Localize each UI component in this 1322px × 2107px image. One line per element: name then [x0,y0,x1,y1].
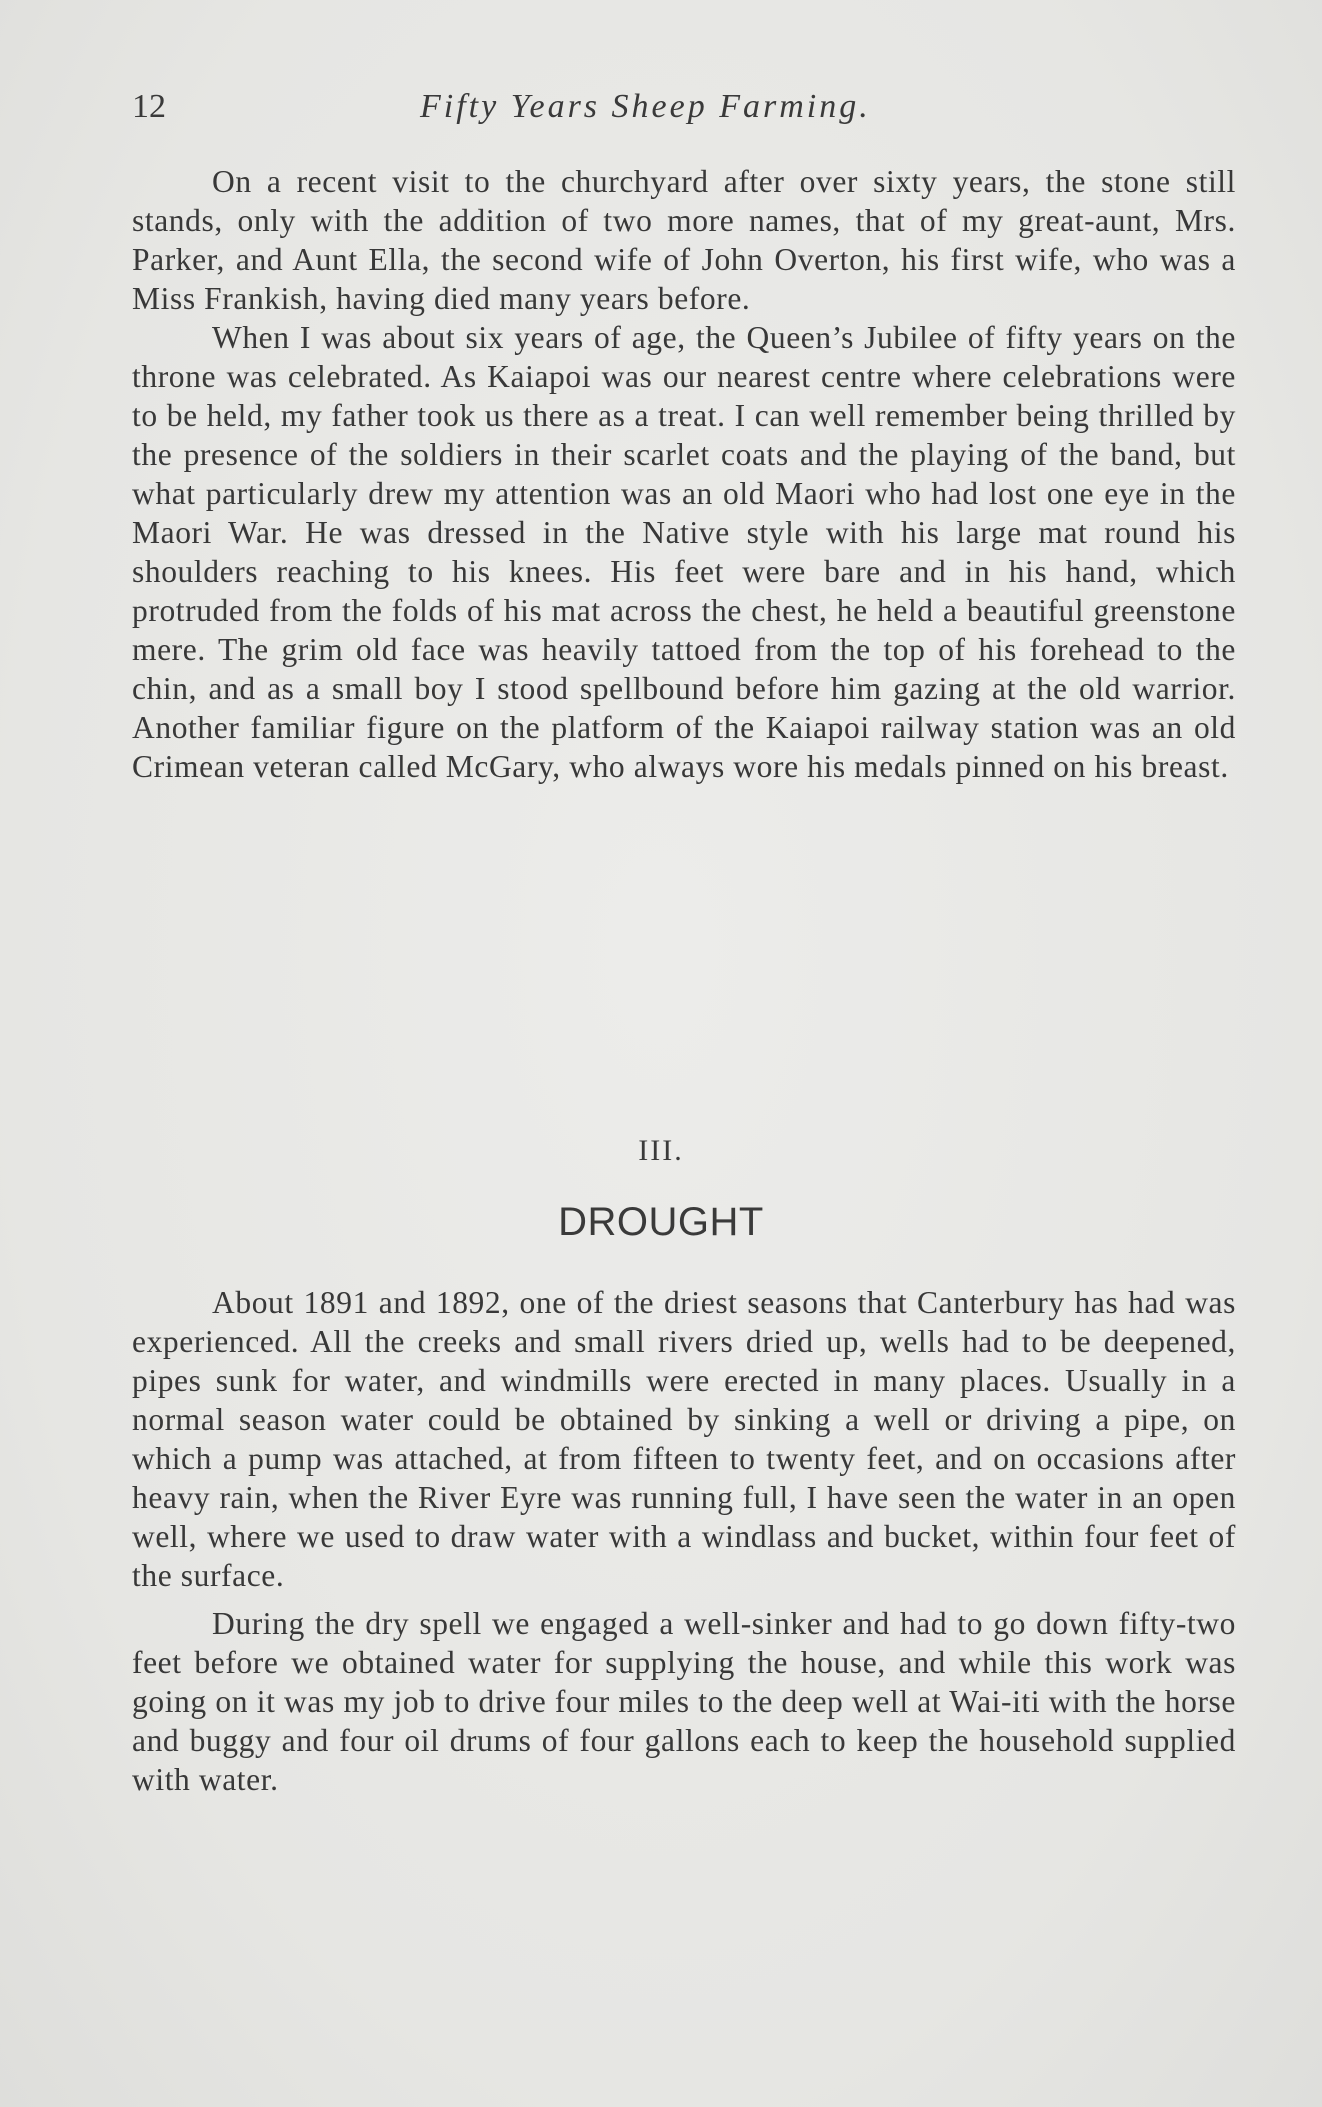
paragraph-drought-seasons: About 1891 and 1892, one of the driest seasons that Canterbury has had was experienced. All the creeks and small rivers dried up, wells had to be deepened, pipes sunk for water, and windmills were erected in many places. Usually in a normal season water could be obtained by sinking a well or driving a pipe, on which a pump was attached, at from fifteen to twenty feet, and on occasions after heavy rain, when the River Eyre was running full, I have seen the water in an open well, where we used to draw water with a windlass and bucket, within four feet of the surface. [132,1285,1236,1593]
chapter-number: III. [638,1134,684,1167]
chapter-title: DROUGHT [558,1200,764,1244]
paragraph-jubilee: When I was about six years of age, the Queen’s Jubilee of fifty years on the throne was celebrated. As Kaiapoi was our nearest centre where celebrations were to be held, my father took us there as a treat. I can well remember being thrilled by the presence of the soldiers in their scarlet coats and the playing of the band, but what particularly drew my attention was an old Maori who had lost one eye in the Maori War. He was dressed in the Native style with his large mat round his shoulders reaching to his knees. His feet were bare and in his hand, which protruded from the folds of his mat across the chest, he held a beautiful greenstone mere. The grim old face was heavily tattoed from the top of his forehead to the chin, and as a small boy I stood spellbound before him gazing at the old warrior. Another familiar figure on the platform of the Kaiapoi railway station was an old Crimean veteran called McGary, who always wore his medals pinned on his breast. [132,320,1236,784]
page-number: 12 [132,88,166,125]
book-title: Fifty Years Sheep Farming. [420,88,871,125]
paragraph-well-sinker: During the dry spell we engaged a well-sinker and had to go down fifty-two feet before we obtained water for supplying the house, and while this work was going on it was my job to drive four miles to the deep well at Wai-iti with the horse and buggy and four oil drums of four gallons each to keep the household supplied with water. [132,1606,1236,1797]
running-head [132,88,1240,134]
text-section-before [132,162,1236,786]
text-section-drought [132,1283,1236,1799]
paragraph-churchyard: On a recent visit to the churchyard after over sixty years, the stone still stands, only with the addition of two more names, that of my great-aunt, Mrs. Parker, and Aunt Ella, the second wife of John Overton, his first wife, who was a Miss Frankish, having died many years before. [132,164,1236,316]
